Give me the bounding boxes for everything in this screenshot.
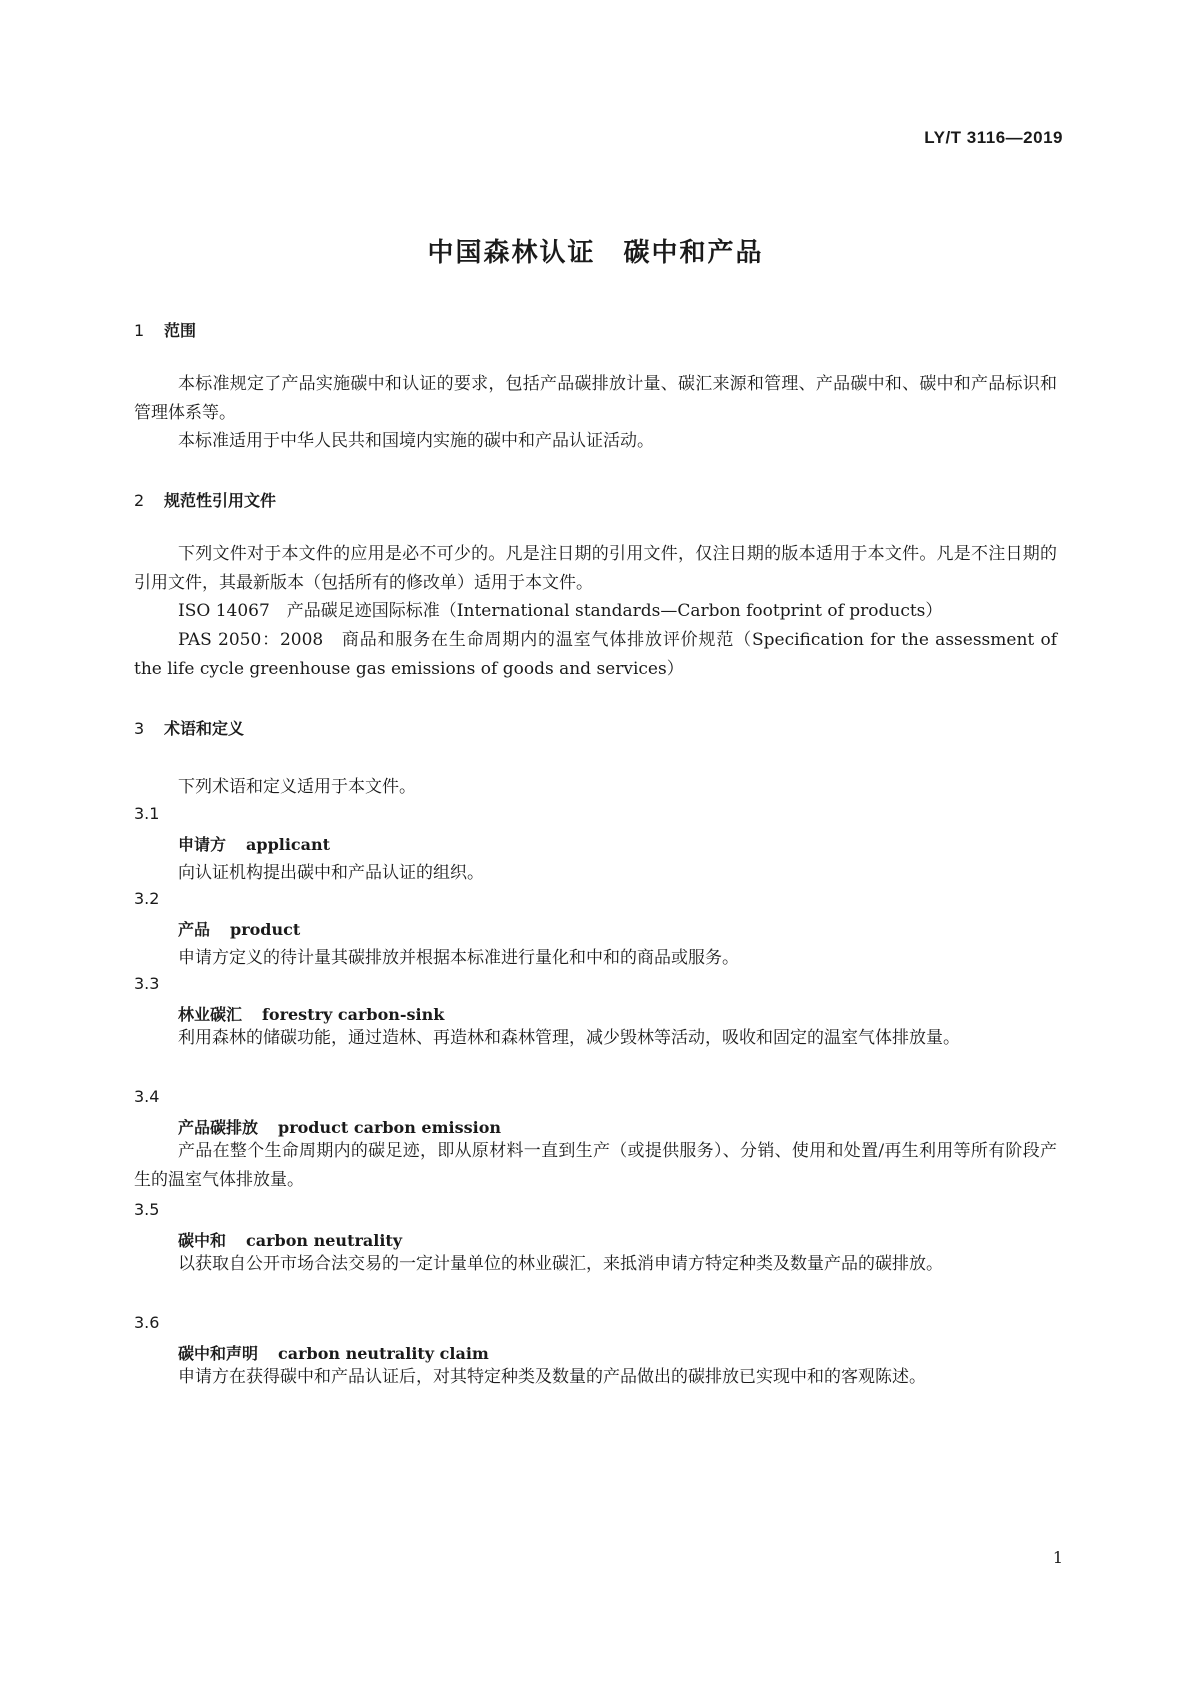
term-heading: [178, 1341, 489, 1364]
reference-iso-14067: ISO 14067 产品碳足迹国际标准（International standards—Carbon footprint of products）: [178, 601, 943, 621]
scope-paragraph-1: 本标准规定了产品实施碳中和认证的要求，包括产品碳排放计量、碳汇来源和管理、产品碳中和、碳中和产品标识和管理体系等。: [134, 374, 1057, 423]
term-en: forestry carbon-sink: [262, 1005, 445, 1024]
term-definition: 申请方定义的待计量其碳排放并根据本标准进行量化和中和的商品或服务。: [178, 948, 739, 968]
term-en: applicant: [246, 835, 331, 854]
term-number: 3.2: [134, 889, 160, 908]
section-title: 规范性引用文件: [164, 491, 277, 510]
term-zh: 碳中和: [178, 1231, 227, 1250]
term-en: carbon neutrality claim: [278, 1344, 489, 1363]
page-number: 1: [1052, 1548, 1063, 1567]
term-heading: [178, 1002, 444, 1025]
section-3-heading: [134, 716, 244, 739]
section-title: 术语和定义: [164, 719, 245, 738]
term-number: 3.3: [134, 974, 160, 993]
term-definition: 产品在整个生命周期内的碳足迹，即从原材料一直到生产（或提供服务）、分销、使用和处置/再生利用等所有阶段产生的温室气体排放量。: [134, 1141, 1057, 1190]
section-number: 1: [134, 321, 145, 340]
term-definition: 利用森林的储碳功能，通过造林、再造林和森林管理，减少毁林等活动，吸收和固定的温室气体排放量。: [178, 1028, 960, 1048]
term-zh: 申请方: [178, 835, 227, 854]
term-definition: 申请方在获得碳中和产品认证后，对其特定种类及数量的产品做出的碳排放已实现中和的客观陈述。: [178, 1367, 926, 1387]
reference-pas-2050: PAS 2050：2008 商品和服务在生命周期内的温室气体排放评价规范（Specification for the assessment of the life cycle greenhouse gas emissions of goods and services）: [134, 630, 1057, 679]
term-en: product: [230, 920, 301, 939]
references-intro: 下列文件对于本文件的应用是必不可少的。凡是注日期的引用文件，仅注日期的版本适用于本文件。凡是不注日期的引用文件，其最新版本（包括所有的修改单）适用于本文件。: [134, 544, 1057, 593]
section-2-heading: [134, 488, 276, 511]
term-zh: 林业碳汇: [178, 1005, 243, 1024]
section-1-heading: [134, 318, 196, 341]
term-definition: 向认证机构提出碳中和产品认证的组织。: [178, 863, 484, 883]
term-zh: 产品: [178, 920, 211, 939]
term-en: carbon neutrality: [246, 1231, 403, 1250]
term-heading: [178, 917, 300, 940]
term-number: 3.1: [134, 804, 160, 823]
section-number: 2: [134, 491, 145, 510]
term-number: 3.6: [134, 1313, 160, 1332]
standard-code: LY/T 3116—2019: [924, 128, 1063, 147]
scope-paragraph-2: 本标准适用于中华人民共和国境内实施的碳中和产品认证活动。: [178, 431, 654, 451]
section-number: 3: [134, 719, 145, 738]
term-heading: [178, 832, 330, 855]
term-zh: 碳中和声明: [178, 1344, 259, 1363]
term-heading: [178, 1228, 402, 1251]
term-en: product carbon emission: [278, 1118, 502, 1137]
section-title: 范围: [164, 321, 197, 340]
term-zh: 产品碳排放: [178, 1118, 259, 1137]
term-definition: 以获取自公开市场合法交易的一定计量单位的林业碳汇，来抵消申请方特定种类及数量产品的碳排放。: [178, 1254, 943, 1274]
term-number: 3.4: [134, 1087, 160, 1106]
term-heading: [178, 1115, 501, 1138]
term-number: 3.5: [134, 1200, 160, 1219]
document-title: 中国森林认证 碳中和产品: [427, 238, 764, 268]
terms-intro: 下列术语和定义适用于本文件。: [178, 777, 416, 797]
